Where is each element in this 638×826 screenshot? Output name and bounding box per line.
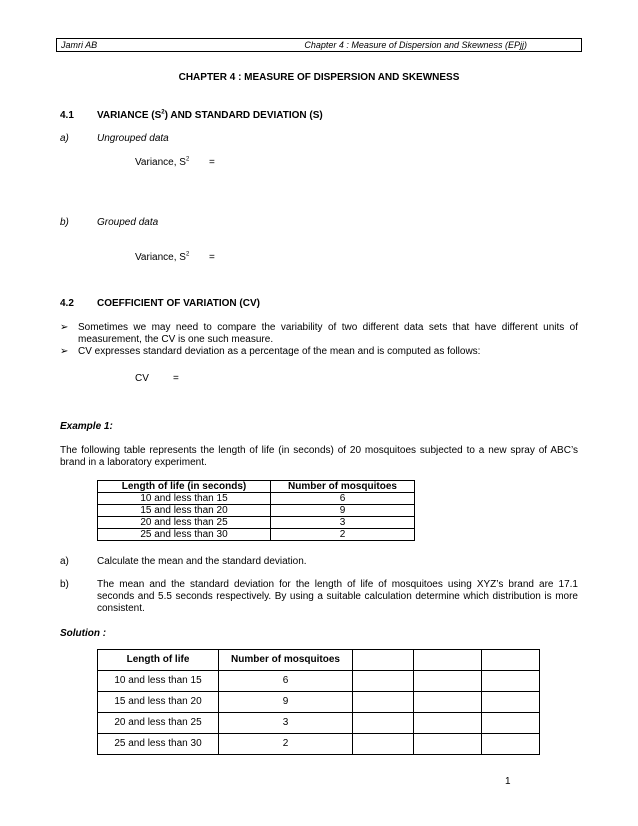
table-row: [98, 671, 540, 692]
table-cell: [353, 713, 414, 734]
table-cell: 20 and less than 25: [98, 713, 219, 734]
solution-table: [97, 649, 540, 755]
table-cell: 25 and less than 30: [98, 529, 271, 541]
variance-grouped-equals: =: [209, 252, 215, 263]
section-4-1-title-part-b: ) AND STANDARD DEVIATION (S): [164, 110, 323, 121]
variance-superscript: 2: [185, 156, 190, 163]
table-header-cell: Length of life: [98, 650, 219, 671]
table-cell: 9: [219, 692, 353, 713]
table-header-cell: [482, 650, 540, 671]
section-4-2-number: 4.2: [60, 298, 74, 309]
table-row: [98, 713, 540, 734]
example-table: [97, 480, 415, 541]
question-a-text: Calculate the mean and the standard deviation.: [97, 556, 307, 567]
table-row: [98, 505, 415, 517]
section-4-1-title: [97, 110, 323, 121]
table-cell: 20 and less than 25: [98, 517, 271, 529]
table-row: [98, 692, 540, 713]
bullet-text-1: Sometimes we may need to compare the variability of two different data sets that have different units of measurement, the CV is one such measure.: [78, 322, 578, 345]
variance-ungrouped-label: [135, 157, 189, 168]
arrow-bullet-icon: ➢: [60, 346, 69, 357]
subsection-b-label: b): [60, 217, 69, 228]
table-header-cell: [414, 650, 482, 671]
variance-grouped-label: [135, 252, 189, 263]
table-cell: 15 and less than 20: [98, 692, 219, 713]
solution-title: Solution :: [60, 628, 107, 639]
example-title: Example 1:: [60, 421, 113, 432]
table-cell: [353, 671, 414, 692]
example-intro: The following table represents the length of life (in seconds) of 20 mosquitoes subjected to a new spray of ABC’s brand in a laboratory experiment.: [60, 445, 578, 468]
table-cell: [414, 692, 482, 713]
table-cell: 10 and less than 15: [98, 671, 219, 692]
table-cell: 9: [271, 505, 415, 517]
table-cell: 3: [219, 713, 353, 734]
subsection-a-label: a): [60, 133, 69, 144]
table-cell: [482, 671, 540, 692]
table-row: [98, 734, 540, 755]
question-b-label: b): [60, 579, 69, 590]
bullet-text-2: CV expresses standard deviation as a percentage of the mean and is computed as follows:: [78, 346, 481, 357]
section-4-1-number: 4.1: [60, 110, 74, 121]
subsection-b-text: Grouped data: [97, 217, 159, 228]
chapter-title: CHAPTER 4 : MEASURE OF DISPERSION AND SKEWNESS: [178, 72, 460, 83]
question-a-label: a): [60, 556, 69, 567]
page-number: 1: [505, 776, 511, 787]
variance-label-text: Variance, S: [135, 157, 186, 168]
table-cell: 6: [271, 493, 415, 505]
table-cell: [353, 692, 414, 713]
table-header-cell: Length of life (in seconds): [98, 481, 271, 493]
table-cell: 3: [271, 517, 415, 529]
subsection-a-text: Ungrouped data: [97, 133, 169, 144]
table-cell: [414, 671, 482, 692]
table-header-cell: Number of mosquitoes: [219, 650, 353, 671]
table-cell: 25 and less than 30: [98, 734, 219, 755]
cv-label: CV: [135, 373, 149, 384]
cv-equals: =: [173, 373, 179, 384]
table-cell: [482, 713, 540, 734]
table-cell: [414, 713, 482, 734]
table-row: [98, 493, 415, 505]
table-cell: 10 and less than 15: [98, 493, 271, 505]
section-4-2-title: COEFFICIENT OF VARIATION (CV): [97, 298, 260, 309]
table-cell: 6: [219, 671, 353, 692]
header-chapter: Chapter 4 : Measure of Dispersion and Skewness (EPjj): [304, 40, 527, 50]
table-cell: [482, 692, 540, 713]
table-cell: 2: [219, 734, 353, 755]
section-4-1-title-part-a: VARIANCE (S: [97, 110, 162, 121]
variance-ungrouped-equals: =: [209, 157, 215, 168]
table-cell: [482, 734, 540, 755]
question-b-text: The mean and the standard deviation for the length of life of mosquitoes using XYZ’s brand are 17.1 seconds and 5.5 seconds respectively. By using a suitable calculation determine which distribution is more consistent.: [97, 579, 578, 614]
table-cell: 15 and less than 20: [98, 505, 271, 517]
page-header: [56, 38, 582, 52]
table-row: [98, 517, 415, 529]
section-4-1-title-superscript: 2: [161, 109, 165, 116]
table-header-cell: [353, 650, 414, 671]
table-cell: [414, 734, 482, 755]
variance-label-text: Variance, S: [135, 252, 186, 263]
table-cell: [353, 734, 414, 755]
variance-superscript: 2: [185, 251, 190, 258]
table-header-cell: Number of mosquitoes: [271, 481, 415, 493]
header-author: Jamri AB: [61, 40, 98, 50]
arrow-bullet-icon: ➢: [60, 322, 69, 333]
table-row: [98, 529, 415, 541]
table-cell: 2: [271, 529, 415, 541]
table-header-row: [98, 650, 540, 671]
table-header-row: [98, 481, 415, 493]
